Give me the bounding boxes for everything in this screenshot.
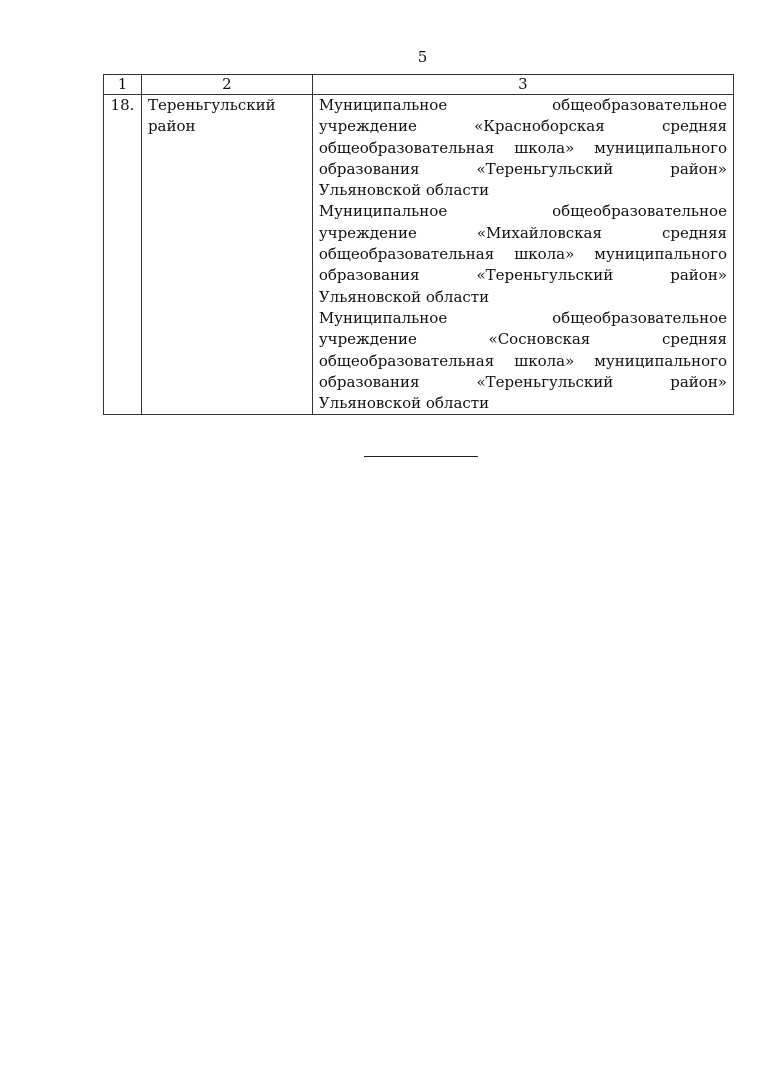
table-row <box>104 95 734 415</box>
institution-entry: Муниципальное общеобразовательное учреждение «Михайловская средняя общеобразовательная школа» муниципального образования «Тереньгульский район» Ульяновской области <box>318 202 727 306</box>
page-number: 5 <box>417 48 428 66</box>
row-number: 18. <box>104 95 142 415</box>
column-header-3: 3 <box>312 75 733 95</box>
institutions-table <box>103 74 734 415</box>
institution-entry: Муниципальное общеобразовательное учреждение «Сосновская средняя общеобразовательная школа» муниципального образования «Тереньгульский район» Ульяновской области <box>318 308 727 413</box>
institutions-cell <box>312 95 733 415</box>
district-name: Тереньгульский район <box>141 95 312 415</box>
closing-divider-line <box>364 456 478 457</box>
institution-entry: Муниципальное общеобразовательное учреждение «Красноборская средняя общеобразовательная школа» муниципального образования «Тереньгульский район» Ульяновской области <box>318 96 727 200</box>
column-header-2: 2 <box>141 75 312 95</box>
table-header-row <box>104 75 734 95</box>
column-header-1: 1 <box>104 75 142 95</box>
